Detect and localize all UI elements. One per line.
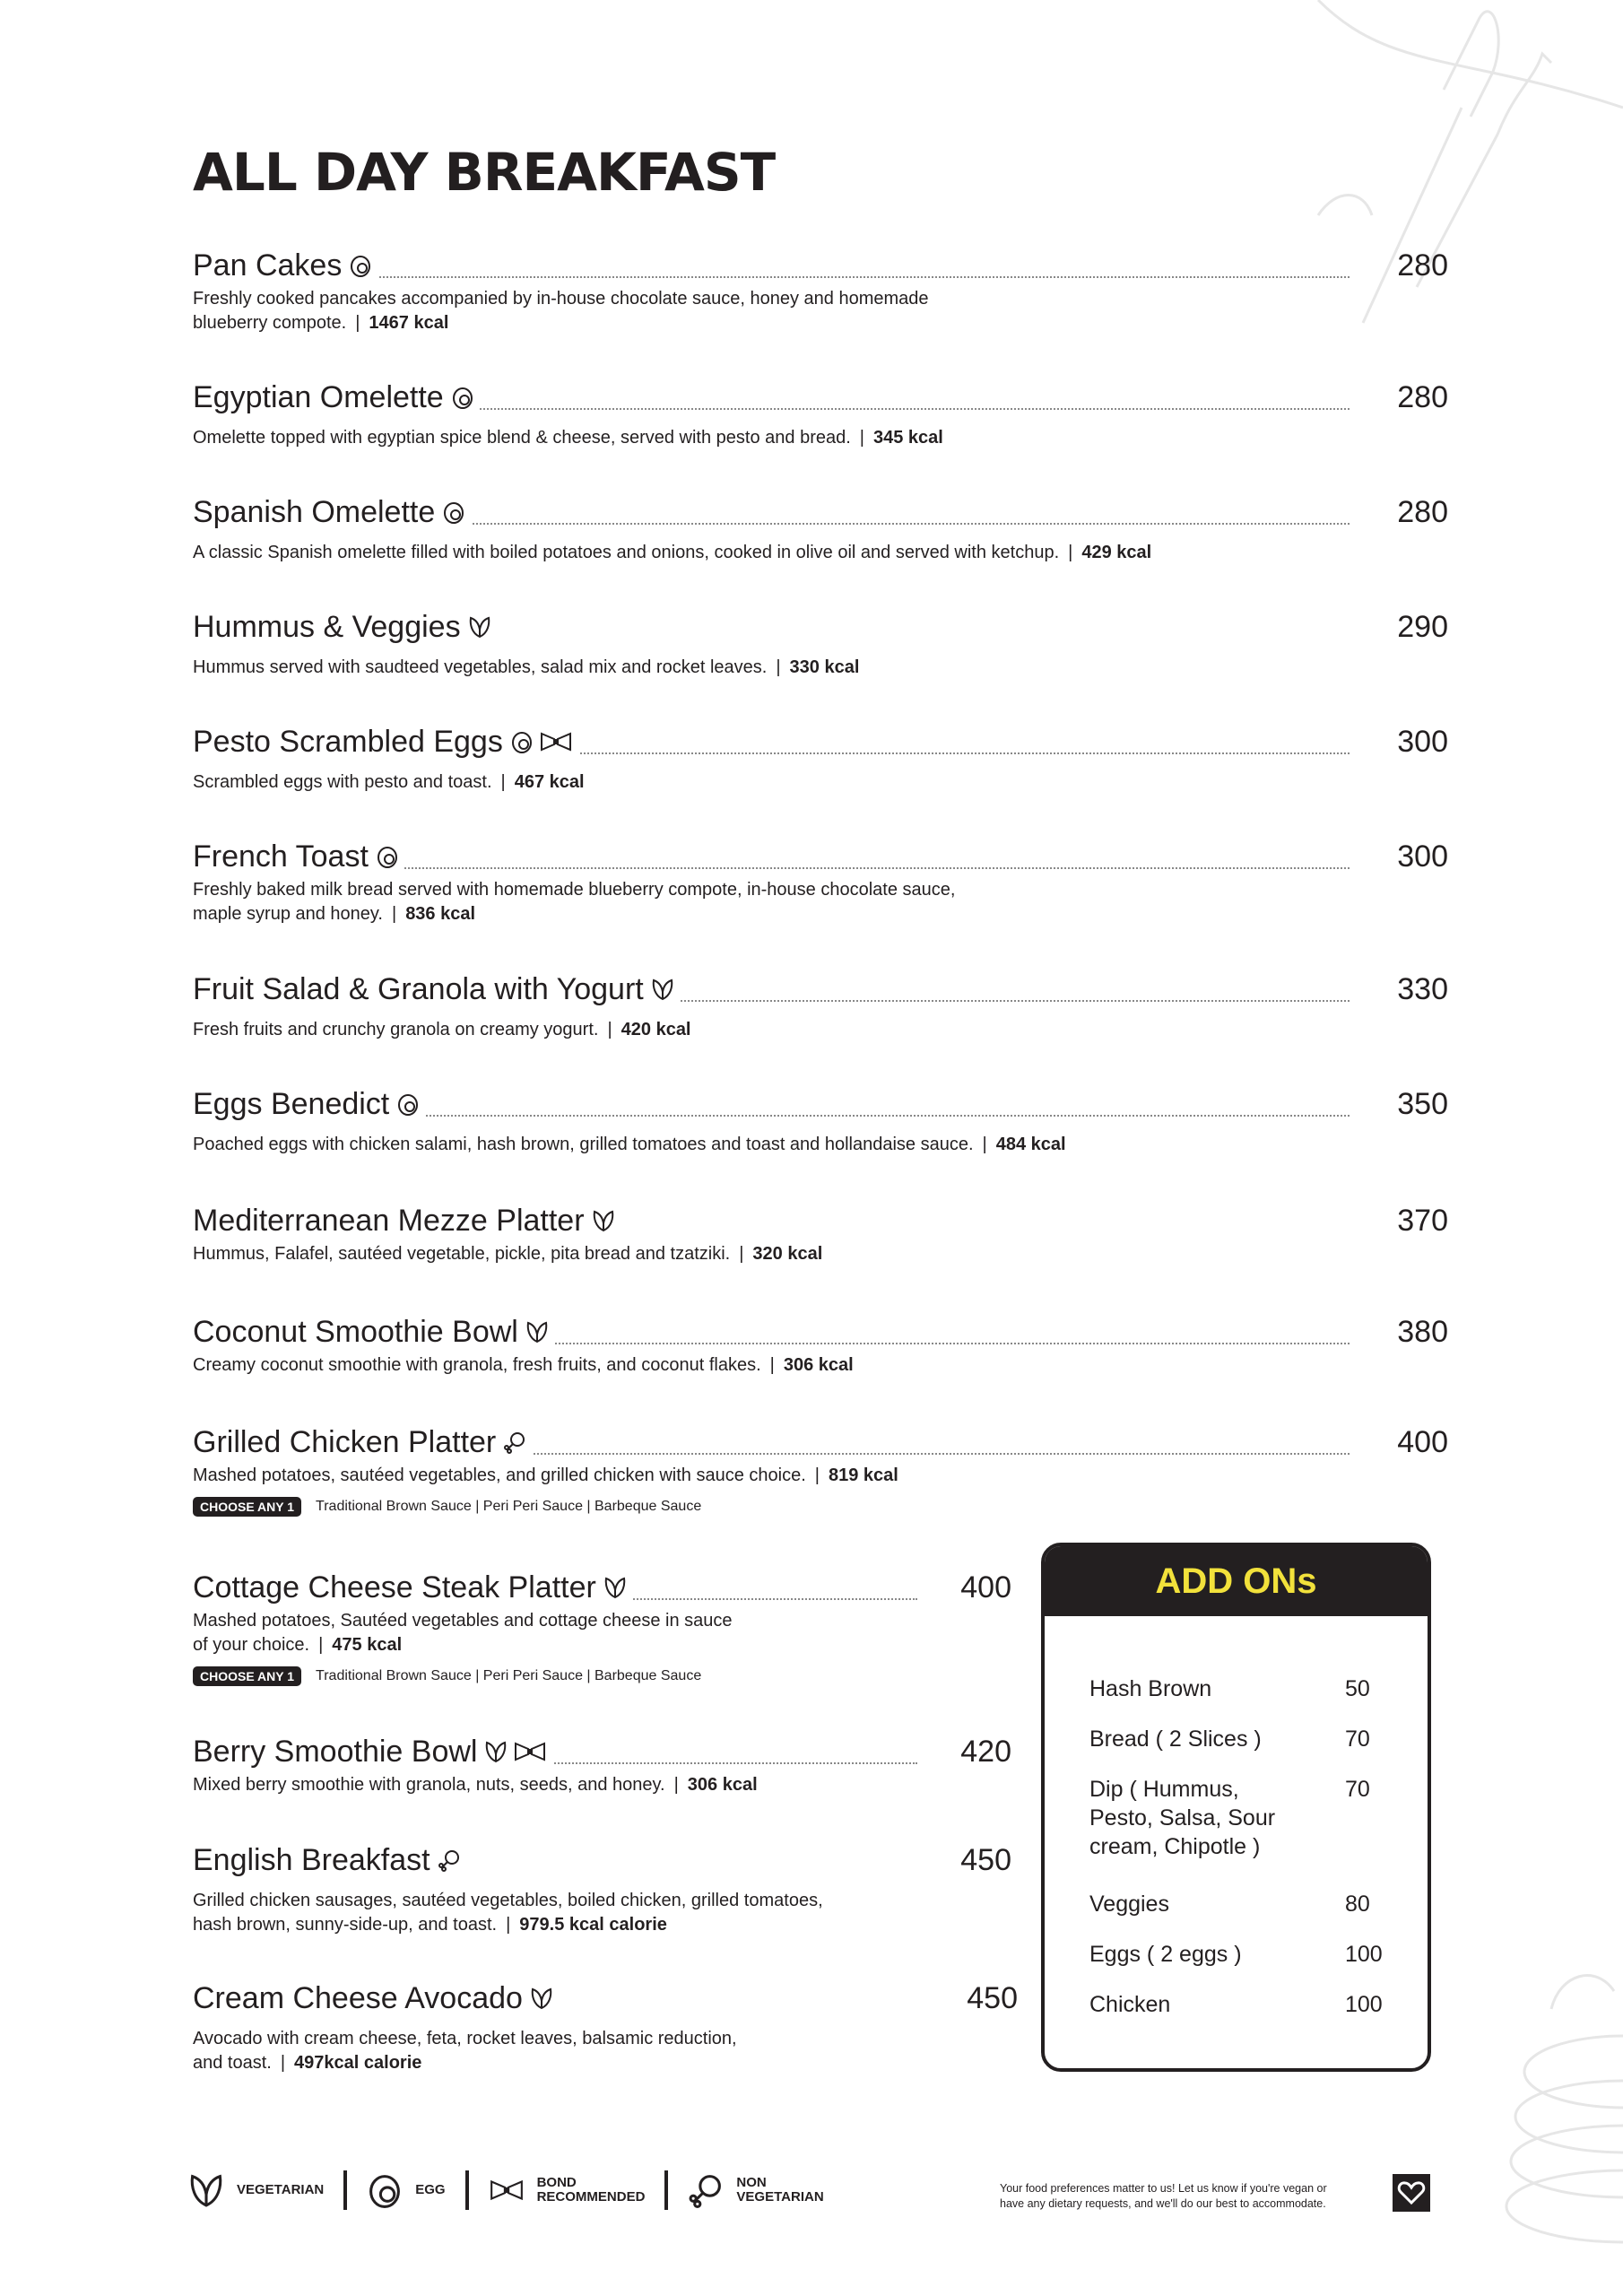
addon-name: Hash Brown — [1089, 1676, 1212, 1701]
addon-price: 100 — [1345, 1942, 1383, 1967]
item-description: Hummus, Falafel, sautéed vegetable, pickle, pita bread and tzatziki. | 320 kcal — [193, 1244, 823, 1264]
item-price: 280 — [1397, 248, 1448, 283]
menu-item — [193, 1203, 1448, 1266]
item-description: Mixed berry smoothie with granola, nuts, seeds, and honey. | 306 kcal — [193, 1775, 758, 1795]
addon-price: 100 — [1345, 1992, 1383, 2017]
divider — [343, 2170, 347, 2210]
choose-any-badge: CHOOSE ANY 1 — [193, 1666, 301, 1686]
vegetarian-icon — [468, 615, 491, 639]
item-description: Hummus served with saudteed vegetables, salad mix and rocket leaves. | 330 kcal — [193, 657, 860, 677]
legend-egg: EGG — [415, 2182, 446, 2197]
item-name: Spanish Omelette — [193, 495, 436, 529]
footer-note: Your food preferences matter to us! Let us know if you're vegan or have any dietary requests, and we'll do our best to accommodate. — [1000, 2182, 1327, 2210]
sauce-choice — [193, 1666, 733, 1686]
menu-item — [193, 1086, 1448, 1157]
item-name: Eggs Benedict — [193, 1087, 390, 1121]
item-price: 400 — [960, 1570, 1011, 1605]
menu-item — [193, 1314, 1448, 1378]
item-price: 450 — [960, 1843, 1011, 1877]
menu-item — [193, 971, 1448, 1042]
item-price: 380 — [1397, 1315, 1448, 1349]
egg-icon — [396, 1092, 420, 1116]
egg-icon — [510, 730, 534, 753]
item-description: Mashed potatoes, Sautéed vegetables and cottage cheese in sauce of your choice. | 475 kcal — [193, 1611, 733, 1655]
bond-recommended-icon — [513, 1740, 547, 1763]
egg-icon — [367, 2172, 403, 2208]
addons-box — [1041, 1543, 1431, 2072]
item-price: 300 — [1397, 839, 1448, 874]
item-description: Grilled chicken sausages, sautéed vegetables, boiled chicken, grilled tomatoes, hash brown, sunny-side-up, and toast. | 979.5 kcal calorie — [193, 1891, 823, 1935]
non-vegetarian-icon — [688, 2172, 724, 2208]
vegetarian-icon — [484, 1740, 508, 1763]
item-name: Pesto Scrambled Eggs — [193, 725, 503, 759]
divider — [465, 2170, 469, 2210]
vegetarian-icon — [592, 1209, 615, 1232]
bond-recommended-icon — [539, 730, 573, 753]
non-vegetarian-icon — [438, 1848, 461, 1872]
item-description: Poached eggs with chicken salami, hash brown, grilled tomatoes and toast and hollandaise sauce. | 484 kcal — [193, 1135, 1066, 1154]
item-description: Fresh fruits and crunchy granola on creamy yogurt. | 420 kcal — [193, 1020, 691, 1039]
addon-price: 70 — [1345, 1726, 1370, 1752]
vegetarian-icon — [188, 2172, 224, 2208]
legend — [188, 2170, 824, 2210]
vegetarian-icon — [651, 978, 674, 1001]
legend-bond: BOND RECOMMENDED — [536, 2175, 646, 2205]
item-price: 300 — [1397, 725, 1448, 759]
menu-item — [193, 1842, 1011, 1937]
item-price: 350 — [1397, 1087, 1448, 1121]
legend-vegetarian: VEGETARIAN — [237, 2182, 325, 2197]
item-price: 280 — [1397, 380, 1448, 414]
addon-price: 70 — [1345, 1777, 1370, 1802]
choose-any-badge: CHOOSE ANY 1 — [193, 1497, 301, 1517]
egg-icon — [349, 254, 372, 277]
legend-non-vegetarian: NON VEGETARIAN — [736, 2175, 824, 2205]
addon-name: cream, Chipotle ) — [1089, 1834, 1261, 1859]
menu-item — [193, 248, 1448, 335]
vegetarian-icon — [525, 1320, 549, 1344]
addon-name: Veggies — [1089, 1892, 1169, 1917]
menu-item — [193, 1424, 1448, 1517]
item-price: 420 — [960, 1735, 1011, 1769]
addon-price: 50 — [1345, 1676, 1370, 1701]
vegetarian-icon — [603, 1576, 627, 1599]
menu-item — [193, 379, 1448, 450]
vegetarian-icon — [530, 1987, 553, 2010]
sauce-choice — [193, 1497, 898, 1517]
egg-icon — [376, 845, 399, 868]
item-name: Coconut Smoothie Bowl — [193, 1315, 518, 1349]
item-description: Omelette topped with egyptian spice blend & cheese, served with pesto and bread. | 345 kcal — [193, 428, 943, 448]
item-name: Mediterranean Mezze Platter — [193, 1204, 585, 1238]
item-name: Berry Smoothie Bowl — [193, 1735, 478, 1769]
addon-price: 80 — [1345, 1892, 1370, 1917]
menu-item — [193, 1570, 1011, 1686]
item-price: 370 — [1397, 1204, 1448, 1238]
menu-item — [193, 494, 1448, 565]
non-vegetarian-icon — [503, 1431, 526, 1454]
egg-icon — [451, 386, 474, 409]
sauce-options: Traditional Brown Sauce | Peri Peri Sauce | Barbeque Sauce — [316, 1499, 702, 1514]
item-name: English Breakfast — [193, 1843, 430, 1877]
addon-name: Bread ( 2 Slices ) — [1089, 1726, 1262, 1752]
addon-name: Pesto, Salsa, Sour — [1089, 1805, 1276, 1831]
menu-item — [193, 1734, 1011, 1797]
sauce-options: Traditional Brown Sauce | Peri Peri Sauce | Barbeque Sauce — [316, 1668, 702, 1683]
egg-icon — [442, 500, 465, 524]
item-name: Fruit Salad & Granola with Yogurt — [193, 972, 644, 1006]
addon-name: Chicken — [1089, 1992, 1171, 2017]
item-price: 400 — [1397, 1425, 1448, 1459]
item-description: Creamy coconut smoothie with granola, fresh fruits, and coconut flakes. | 306 kcal — [193, 1355, 854, 1375]
item-description: Scrambled eggs with pesto and toast. | 467 kcal — [193, 772, 585, 792]
item-description: Freshly cooked pancakes accompanied by in-house chocolate sauce, honey and homemade blueberry compote. | 1467 kcal — [193, 289, 929, 333]
menu-item — [193, 609, 1448, 680]
item-price: 280 — [1397, 495, 1448, 529]
item-description: Avocado with cream cheese, feta, rocket leaves, balsamic reduction, and toast. | 497kcal calorie — [193, 2029, 737, 2073]
item-name: Hummus & Veggies — [193, 610, 461, 644]
item-price: 330 — [1397, 972, 1448, 1006]
item-name: Grilled Chicken Platter — [193, 1425, 497, 1459]
item-name: Cream Cheese Avocado — [193, 1981, 523, 2015]
heart-icon — [1393, 2174, 1430, 2212]
divider — [664, 2170, 668, 2210]
item-name: Cottage Cheese Steak Platter — [193, 1570, 596, 1605]
item-price: 450 — [967, 1981, 1018, 2015]
item-name: Egyptian Omelette — [193, 380, 444, 414]
item-name: French Toast — [193, 839, 369, 874]
item-price: 290 — [1397, 610, 1448, 644]
addons-title: ADD ONs — [1045, 1546, 1428, 1616]
menu-item — [193, 1980, 1018, 2075]
item-description: Mashed potatoes, sautéed vegetables, and grilled chicken with sauce choice. | 819 kcal — [193, 1465, 898, 1485]
cutlery-decoration — [1282, 0, 1623, 341]
item-description: Freshly baked milk bread served with homemade blueberry compote, in-house chocolate sauce, maple syrup and honey. | 836 kcal — [193, 880, 956, 924]
bond-recommended-icon — [489, 2177, 525, 2204]
item-name: Pan Cakes — [193, 248, 343, 283]
addon-name: Dip ( Hummus, — [1089, 1777, 1239, 1802]
menu-item — [193, 724, 1448, 795]
page-title: ALL DAY BREAKFAST — [193, 142, 776, 203]
menu-item — [193, 839, 1448, 926]
item-description: A classic Spanish omelette filled with boiled potatoes and onions, cooked in olive oil and served with ketchup. | 429 kcal — [193, 543, 1152, 562]
pancake-decoration — [1480, 1937, 1623, 2296]
addon-name: Eggs ( 2 eggs ) — [1089, 1942, 1242, 1967]
